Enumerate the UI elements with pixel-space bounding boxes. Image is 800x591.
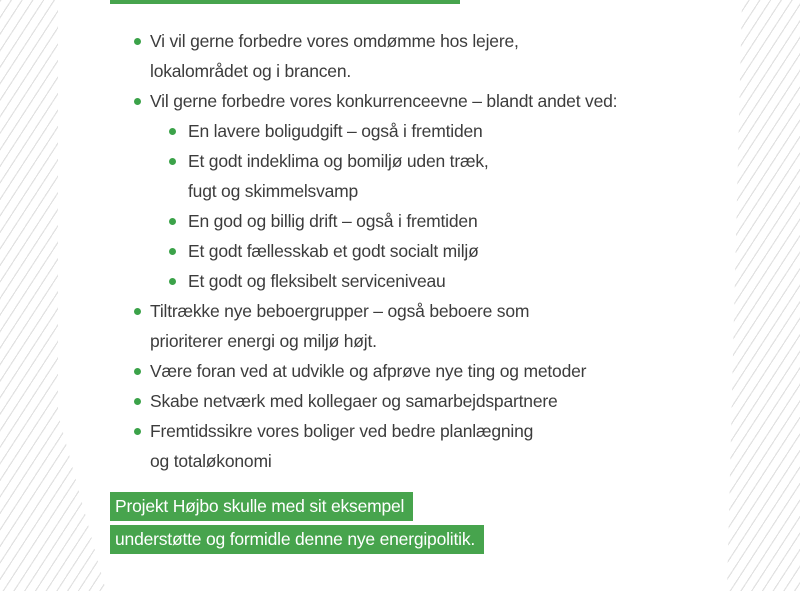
- bullet-item-continuation: [0, 446, 760, 476]
- bullet-text: Fremtidssikre vores boliger ved bedre planlægning: [150, 421, 534, 441]
- bullet-icon: [169, 128, 176, 135]
- bullet-item: [0, 26, 760, 56]
- bullet-icon: [169, 158, 176, 165]
- bullet-icon: [134, 308, 141, 315]
- bullet-icon: [134, 38, 141, 45]
- bullet-item-continuation: [0, 326, 760, 356]
- bullet-text: Et godt indeklima og bomiljø uden træk,: [188, 151, 489, 171]
- bullet-text: prioriterer energi og miljø højt.: [150, 331, 377, 351]
- bullet-text: Et godt og fleksibelt serviceniveau: [188, 271, 446, 291]
- bullet-list: [0, 26, 760, 476]
- sub-bullet-item: [0, 266, 760, 296]
- top-highlight-bar-cutoff: [110, 0, 460, 4]
- bullet-text: Vi vil gerne forbedre vores omdømme hos lejere,: [150, 31, 519, 51]
- bullet-icon: [134, 428, 141, 435]
- bullet-text: Tiltrække nye beboergrupper – også beboere som: [150, 301, 530, 321]
- bullet-item: [0, 86, 760, 116]
- bullet-item: [0, 296, 760, 326]
- bullet-text: lokalområdet og i brancen.: [150, 61, 352, 81]
- bullet-icon: [169, 248, 176, 255]
- bullet-text: En god og billig drift – også i fremtiden: [188, 211, 478, 231]
- bullet-item: [0, 356, 760, 386]
- sub-bullet-item: [0, 236, 760, 266]
- bullet-icon: [134, 398, 141, 405]
- bullet-text: Være foran ved at udvikle og afprøve nye ting og metoder: [150, 361, 587, 381]
- bullet-icon: [134, 98, 141, 105]
- highlight-box-line-1: Projekt Højbo skulle med sit eksempel: [110, 492, 413, 521]
- bullet-item-continuation: [0, 56, 760, 86]
- highlight-box-line-2: understøtte og formidle denne nye energipolitik.: [110, 525, 484, 554]
- bullet-icon: [134, 368, 141, 375]
- sub-bullet-item-continuation: [0, 176, 760, 206]
- sub-bullet-item: [0, 206, 760, 236]
- bullet-icon: [169, 218, 176, 225]
- bullet-text: Skabe netværk med kollegaer og samarbejdspartnere: [150, 391, 558, 411]
- sub-bullet-item: [0, 116, 760, 146]
- bullet-text: En lavere boligudgift – også i fremtiden: [188, 121, 483, 141]
- sub-bullet-item: [0, 146, 760, 176]
- bullet-item: [0, 386, 760, 416]
- bullet-text: Vil gerne forbedre vores konkurrenceevne – blandt andet ved:: [150, 91, 618, 111]
- bullet-text: og totaløkonomi: [150, 451, 272, 471]
- bullet-icon: [169, 278, 176, 285]
- bullet-item: [0, 416, 760, 446]
- bullet-text: fugt og skimmelsvamp: [188, 181, 359, 201]
- bullet-text: Et godt fællesskab et godt socialt miljø: [188, 241, 479, 261]
